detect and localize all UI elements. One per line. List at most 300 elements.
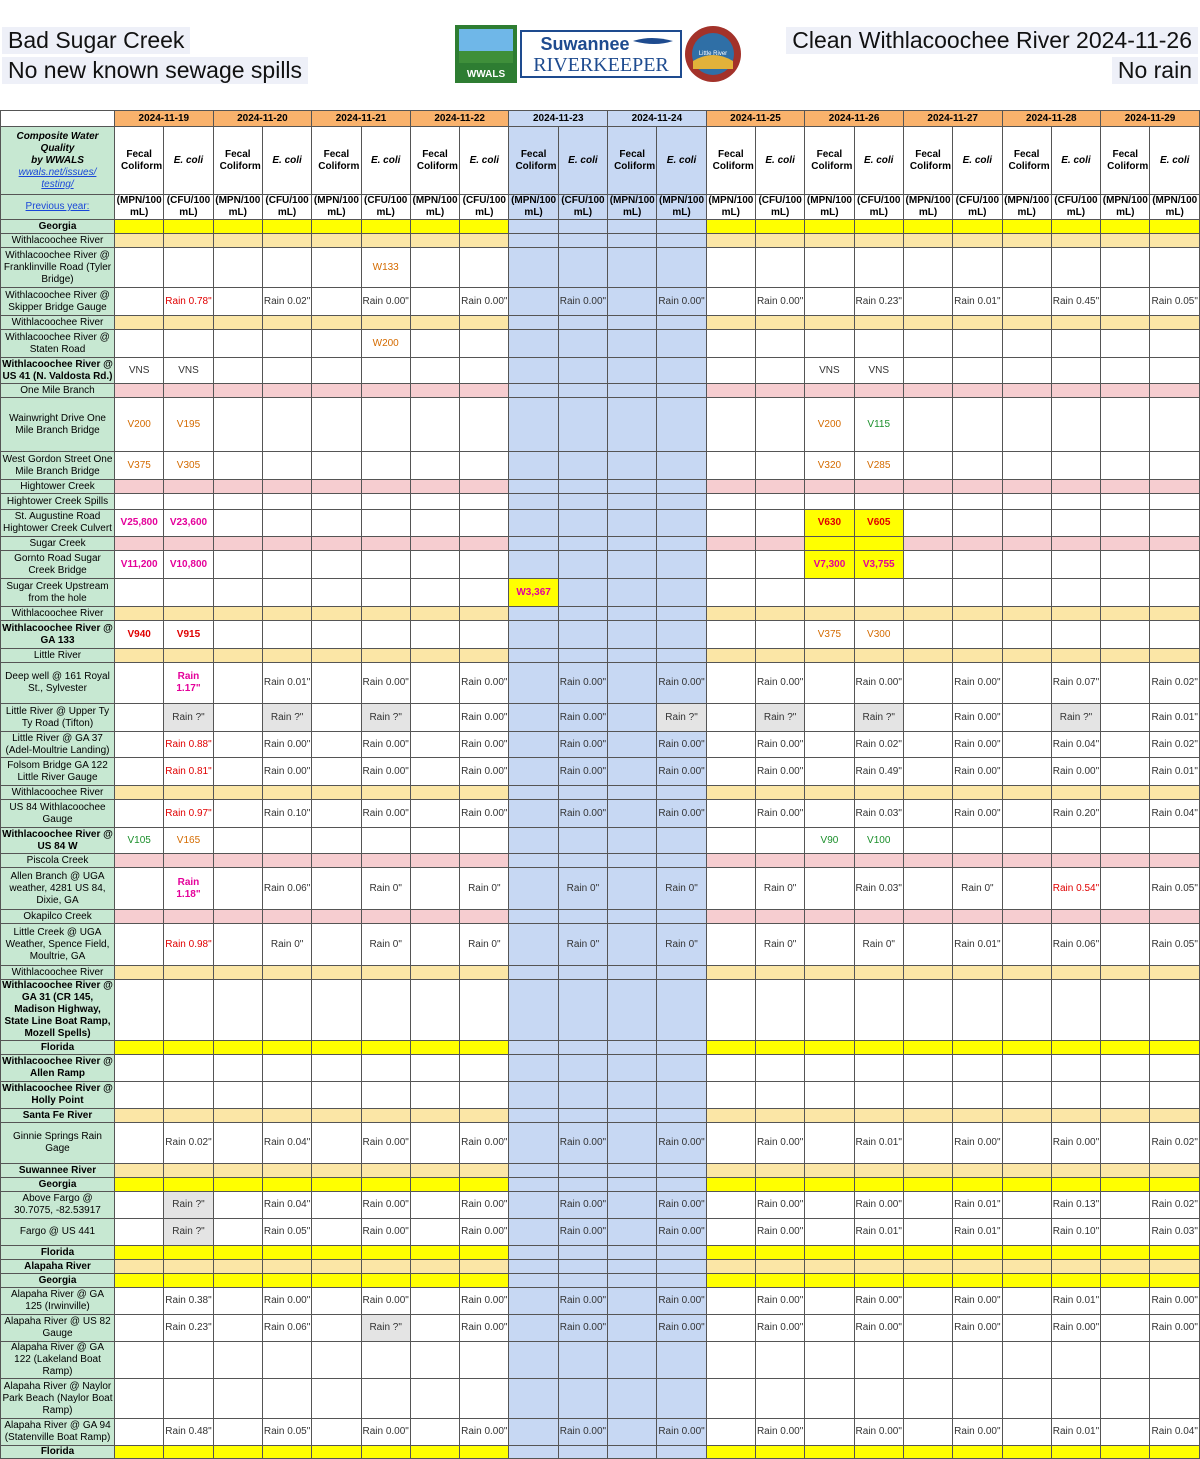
data-cell: [805, 480, 854, 494]
data-cell: [608, 384, 657, 398]
data-cell: [164, 1246, 213, 1260]
data-cell: [608, 537, 657, 551]
data-cell: [460, 980, 509, 1041]
data-cell: [854, 480, 903, 494]
data-cell: [164, 649, 213, 663]
data-cell: [608, 621, 657, 649]
data-cell: [1051, 234, 1100, 248]
data-cell: [410, 1315, 459, 1342]
data-cell: [1002, 1082, 1051, 1109]
data-cell: [854, 1041, 903, 1055]
data-cell: [558, 854, 607, 868]
section-row: [1, 607, 1200, 621]
data-cell: [312, 1446, 361, 1459]
data-cell: [805, 494, 854, 510]
data-cell: [558, 1178, 607, 1192]
data-cell: [558, 786, 607, 800]
data-cell: [1101, 868, 1150, 910]
data-cell: [509, 649, 558, 663]
date-header: 2024-11-21: [312, 111, 411, 127]
data-cell: [1051, 1246, 1100, 1260]
data-cell: [312, 980, 361, 1041]
site-label: US 84 Withlacoochee Gauge: [1, 800, 115, 828]
data-cell: [1051, 248, 1100, 288]
measurement-value: Rain 0.00": [953, 732, 1002, 758]
data-cell: [1101, 704, 1150, 732]
measurement-value: Rain 0.06": [262, 868, 311, 910]
data-cell: [854, 220, 903, 234]
site-row: [1, 663, 1200, 704]
measurement-value: Rain 0.00": [460, 800, 509, 828]
data-cell: [410, 910, 459, 924]
data-cell: [410, 1288, 459, 1315]
measurement-value: Rain 0.05": [262, 1219, 311, 1246]
data-cell: [755, 480, 804, 494]
data-cell: [854, 1178, 903, 1192]
measurement-value: Rain 0.01": [1150, 704, 1200, 732]
data-cell: [706, 220, 755, 234]
data-cell: [1002, 494, 1051, 510]
data-cell: [805, 1192, 854, 1219]
measurement-value: Rain 0.00": [854, 663, 903, 704]
data-cell: [953, 1446, 1002, 1459]
data-cell: [953, 1260, 1002, 1274]
site-label: Little River @ Upper Ty Ty Road (Tifton): [1, 704, 115, 732]
measurement-value: V375: [805, 621, 854, 649]
data-cell: [115, 1379, 164, 1419]
measurement-value: Rain 0.00": [262, 732, 311, 758]
section-row: [1, 1109, 1200, 1123]
data-cell: [1150, 1246, 1200, 1260]
data-cell: [953, 220, 1002, 234]
data-cell: [1002, 1123, 1051, 1164]
data-cell: [558, 607, 607, 621]
data-cell: [1051, 220, 1100, 234]
data-cell: [213, 1219, 262, 1246]
data-cell: [115, 248, 164, 288]
data-cell: [953, 1055, 1002, 1082]
measurement-value: Rain 0.03": [854, 800, 903, 828]
data-cell: [460, 1246, 509, 1260]
data-cell: [262, 966, 311, 980]
data-cell: [805, 966, 854, 980]
data-cell: [608, 1446, 657, 1459]
data-cell: [410, 579, 459, 607]
data-cell: [805, 1041, 854, 1055]
data-cell: [262, 1055, 311, 1082]
data-cell: [1101, 480, 1150, 494]
data-cell: [115, 758, 164, 786]
site-label: Above Fargo @ 30.7075, -82.53917: [1, 1192, 115, 1219]
data-cell: [262, 1164, 311, 1178]
data-cell: [115, 663, 164, 704]
site-label: Deep well @ 161 Royal St., Sylvester: [1, 663, 115, 704]
data-cell: [953, 910, 1002, 924]
measurement-value: V165: [164, 828, 213, 854]
data-cell: [213, 384, 262, 398]
data-cell: [164, 1379, 213, 1419]
data-cell: [608, 579, 657, 607]
data-cell: [361, 1055, 410, 1082]
data-cell: [1002, 1164, 1051, 1178]
data-cell: [115, 868, 164, 910]
measurement-value: Rain 0.98": [164, 924, 213, 966]
header-left-line1: Bad Sugar Creek: [2, 27, 190, 54]
data-cell: [706, 758, 755, 786]
data-cell: [1101, 248, 1150, 288]
section-label: One Mile Branch: [1, 384, 115, 398]
data-cell: [755, 910, 804, 924]
section-label: Georgia: [1, 220, 115, 234]
data-cell: [903, 358, 952, 384]
data-cell: [1002, 868, 1051, 910]
data-cell: [608, 1315, 657, 1342]
data-cell: [755, 510, 804, 537]
data-cell: [1051, 1055, 1100, 1082]
data-cell: [312, 868, 361, 910]
data-cell: [706, 621, 755, 649]
data-cell: [410, 704, 459, 732]
data-cell: [509, 1446, 558, 1459]
data-cell: [312, 1055, 361, 1082]
data-cell: [1150, 358, 1200, 384]
measurement-value: Rain 0.00": [953, 663, 1002, 704]
data-cell: [262, 494, 311, 510]
section-row: [1, 1178, 1200, 1192]
site-label: Alapaha River @ GA 122 (Lakeland Boat Ramp): [1, 1342, 115, 1379]
measurement-value: Rain 0.00": [755, 1219, 804, 1246]
data-cell: [608, 1041, 657, 1055]
data-cell: [706, 732, 755, 758]
data-cell: [953, 234, 1002, 248]
testing-link[interactable]: testing/: [41, 178, 74, 190]
data-cell: [1002, 910, 1051, 924]
measurement-value: Rain 0.78": [164, 288, 213, 316]
wwals-logo: [455, 25, 517, 83]
data-cell: [706, 663, 755, 704]
measurement-value: V23,600: [164, 510, 213, 537]
data-cell: [361, 1164, 410, 1178]
data-cell: [558, 1446, 607, 1459]
section-row: [1, 384, 1200, 398]
data-cell: [755, 330, 804, 358]
data-cell: [164, 248, 213, 288]
measurement-value: Rain 0.23": [854, 288, 903, 316]
data-cell: [1051, 1082, 1100, 1109]
data-cell: [213, 1246, 262, 1260]
measurement-value: Rain 0.04": [1150, 800, 1200, 828]
measurement-value: V320: [805, 452, 854, 480]
data-cell: [903, 1055, 952, 1082]
data-cell: [1101, 1041, 1150, 1055]
measurement-value: Rain 0.00": [460, 1219, 509, 1246]
data-cell: [410, 732, 459, 758]
data-cell: [312, 220, 361, 234]
fecal-coliform-header: Fecal Coliform: [903, 127, 952, 195]
data-cell: [558, 452, 607, 480]
data-cell: [1051, 1260, 1100, 1274]
site-label: Withlacoochee River @ Franklinville Road (Tyler Bridge): [1, 248, 115, 288]
data-cell: [706, 1082, 755, 1109]
data-cell: [312, 1246, 361, 1260]
data-cell: [755, 1446, 804, 1459]
table-title-cell: [1, 127, 115, 195]
unit-cell: (CFU/100 mL): [854, 195, 903, 220]
site-label: Alapaha River @ Naylor Park Beach (Naylor Boat Ramp): [1, 1379, 115, 1419]
measurement-value: Rain 0.00": [755, 1288, 804, 1315]
measurement-value: Rain 0.00": [755, 1315, 804, 1342]
data-cell: [164, 220, 213, 234]
data-cell: [410, 510, 459, 537]
data-cell: [410, 398, 459, 452]
data-cell: [410, 1260, 459, 1274]
data-cell: [903, 398, 952, 452]
data-cell: [953, 358, 1002, 384]
e-coli-header: E. coli: [1150, 127, 1200, 195]
measurement-value: Rain 0.00": [953, 1315, 1002, 1342]
measurement-value: Rain 0": [657, 924, 706, 966]
e-coli-header: E. coli: [755, 127, 804, 195]
measurement-value: Rain 0.04": [1150, 1419, 1200, 1446]
data-cell: [262, 537, 311, 551]
data-cell: [509, 288, 558, 316]
measurement-value: Rain 0.00": [755, 800, 804, 828]
measurement-value: Rain 0.00": [953, 758, 1002, 786]
measurement-value: Rain 0.88": [164, 732, 213, 758]
measurement-value: Rain 0.02": [854, 732, 903, 758]
data-cell: [213, 704, 262, 732]
data-cell: [312, 1260, 361, 1274]
data-cell: [755, 384, 804, 398]
unit-cell: (MPN/100 mL): [657, 195, 706, 220]
data-cell: [164, 330, 213, 358]
unit-cell: (MPN/100 mL): [1002, 195, 1051, 220]
data-cell: [410, 358, 459, 384]
data-cell: [953, 621, 1002, 649]
svg-text:WWALS: WWALS: [466, 69, 506, 80]
data-cell: [608, 966, 657, 980]
data-cell: [1101, 579, 1150, 607]
data-cell: [706, 494, 755, 510]
measurement-value: Rain 0.00": [460, 1315, 509, 1342]
measurement-value: Rain 0": [755, 924, 804, 966]
data-cell: [509, 1246, 558, 1260]
data-cell: [558, 1260, 607, 1274]
data-cell: [608, 480, 657, 494]
data-cell: [213, 1109, 262, 1123]
data-cell: [706, 1288, 755, 1315]
measurement-value: Rain 0.00": [558, 1288, 607, 1315]
svg-text:Little River: Little River: [698, 51, 728, 57]
data-cell: [1051, 1041, 1100, 1055]
measurement-value: Rain 0.00": [1051, 758, 1100, 786]
data-cell: [805, 384, 854, 398]
data-cell: [1150, 1082, 1200, 1109]
data-cell: [805, 234, 854, 248]
data-cell: [115, 854, 164, 868]
e-coli-header: E. coli: [361, 127, 410, 195]
data-cell: [164, 786, 213, 800]
data-cell: [608, 980, 657, 1041]
data-cell: [213, 1178, 262, 1192]
data-cell: [608, 607, 657, 621]
data-cell: [361, 1109, 410, 1123]
fecal-coliform-header: Fecal Coliform: [312, 127, 361, 195]
data-cell: [706, 551, 755, 579]
measurement-value: Rain 0.01": [953, 924, 1002, 966]
data-cell: [509, 452, 558, 480]
data-cell: [1150, 854, 1200, 868]
data-cell: [558, 579, 607, 607]
measurement-value: Rain 0": [460, 924, 509, 966]
data-cell: [1051, 1109, 1100, 1123]
data-cell: [953, 1379, 1002, 1419]
measurement-value: Rain 0.02": [1150, 732, 1200, 758]
measurement-value: V10,800: [164, 551, 213, 579]
corner-top: [1, 111, 115, 127]
data-cell: [1150, 1274, 1200, 1288]
data-cell: [1051, 358, 1100, 384]
data-cell: [115, 649, 164, 663]
data-cell: [410, 800, 459, 828]
data-cell: [608, 704, 657, 732]
data-cell: [903, 234, 952, 248]
data-cell: [657, 1342, 706, 1379]
data-cell: [262, 1082, 311, 1109]
data-cell: [262, 910, 311, 924]
data-cell: [706, 800, 755, 828]
data-cell: [312, 621, 361, 649]
data-cell: [1150, 480, 1200, 494]
measurement-value: Rain 0.00": [657, 1315, 706, 1342]
data-cell: [903, 732, 952, 758]
data-cell: [509, 786, 558, 800]
data-cell: [1002, 607, 1051, 621]
data-cell: [1150, 1109, 1200, 1123]
measurement-value: Rain 0.00": [361, 1219, 410, 1246]
data-cell: [460, 551, 509, 579]
data-cell: [460, 1379, 509, 1419]
data-cell: [1150, 621, 1200, 649]
data-cell: [1101, 649, 1150, 663]
testing-link[interactable]: wwals.net/issues/: [18, 166, 97, 178]
data-cell: [1002, 1260, 1051, 1274]
data-cell: [657, 828, 706, 854]
measurement-value: Rain 0.04": [262, 1192, 311, 1219]
data-cell: [854, 330, 903, 358]
unit-cell: (MPN/100 mL): [608, 195, 657, 220]
data-cell: [460, 510, 509, 537]
data-cell: [1002, 621, 1051, 649]
data-cell: [805, 1164, 854, 1178]
data-cell: [558, 220, 607, 234]
data-cell: [213, 248, 262, 288]
data-cell: [1051, 384, 1100, 398]
data-cell: [262, 854, 311, 868]
data-cell: [854, 234, 903, 248]
site-row: [1, 1288, 1200, 1315]
section-row: [1, 1274, 1200, 1288]
data-cell: [115, 704, 164, 732]
unit-cell: (CFU/100 mL): [361, 195, 410, 220]
data-cell: [903, 621, 952, 649]
data-cell: [1101, 1274, 1150, 1288]
data-cell: [1101, 1219, 1150, 1246]
data-cell: [1101, 966, 1150, 980]
site-label: Withlacoochee River @ Skipper Bridge Gauge: [1, 288, 115, 316]
data-cell: [312, 288, 361, 316]
data-cell: [1101, 1260, 1150, 1274]
data-cell: [1002, 551, 1051, 579]
data-cell: [410, 758, 459, 786]
data-cell: [608, 868, 657, 910]
data-cell: [460, 220, 509, 234]
measurement-value: Rain 0": [361, 924, 410, 966]
data-cell: [410, 1055, 459, 1082]
data-cell: [262, 1178, 311, 1192]
data-cell: [164, 1164, 213, 1178]
data-cell: [1150, 579, 1200, 607]
svg-text:Suwannee: Suwannee: [540, 34, 630, 54]
data-cell: [361, 316, 410, 330]
unit-cell: (MPN/100 mL): [706, 195, 755, 220]
data-cell: [657, 330, 706, 358]
data-cell: [1150, 234, 1200, 248]
data-cell: [164, 494, 213, 510]
data-cell: [1002, 1246, 1051, 1260]
data-cell: [115, 220, 164, 234]
data-cell: [953, 649, 1002, 663]
measurement-value: Rain 0.00": [657, 1123, 706, 1164]
data-cell: [805, 1315, 854, 1342]
measurement-value: Rain 0.00": [1150, 1315, 1200, 1342]
fecal-coliform-header: Fecal Coliform: [1002, 127, 1051, 195]
site-row: [1, 621, 1200, 649]
data-cell: [805, 248, 854, 288]
data-cell: [1101, 732, 1150, 758]
data-cell: [755, 1041, 804, 1055]
data-cell: [755, 1164, 804, 1178]
measurement-value: Rain 0.00": [953, 1419, 1002, 1446]
measurement-value: Rain 0.00": [558, 800, 607, 828]
data-cell: [164, 607, 213, 621]
data-cell: [1002, 786, 1051, 800]
data-cell: [706, 828, 755, 854]
data-cell: [460, 537, 509, 551]
data-cell: [213, 924, 262, 966]
data-cell: [657, 786, 706, 800]
data-cell: [608, 398, 657, 452]
data-cell: [608, 288, 657, 316]
data-cell: [1101, 1288, 1150, 1315]
section-label: Florida: [1, 1446, 115, 1459]
measurement-value: Rain 1.18": [164, 868, 213, 910]
fecal-coliform-header: Fecal Coliform: [213, 127, 262, 195]
data-cell: [1002, 924, 1051, 966]
data-cell: [755, 1082, 804, 1109]
data-cell: [509, 480, 558, 494]
measurement-value: Rain 0.00": [854, 1192, 903, 1219]
previous-year-link[interactable]: Previous year:: [1, 195, 115, 220]
measurement-value: Rain 0": [361, 868, 410, 910]
data-cell: [558, 980, 607, 1041]
date-header: 2024-11-26: [805, 111, 904, 127]
measurement-value: Rain 0.00": [460, 732, 509, 758]
data-cell: [706, 316, 755, 330]
data-cell: [805, 704, 854, 732]
data-cell: [558, 398, 607, 452]
data-cell: [262, 358, 311, 384]
